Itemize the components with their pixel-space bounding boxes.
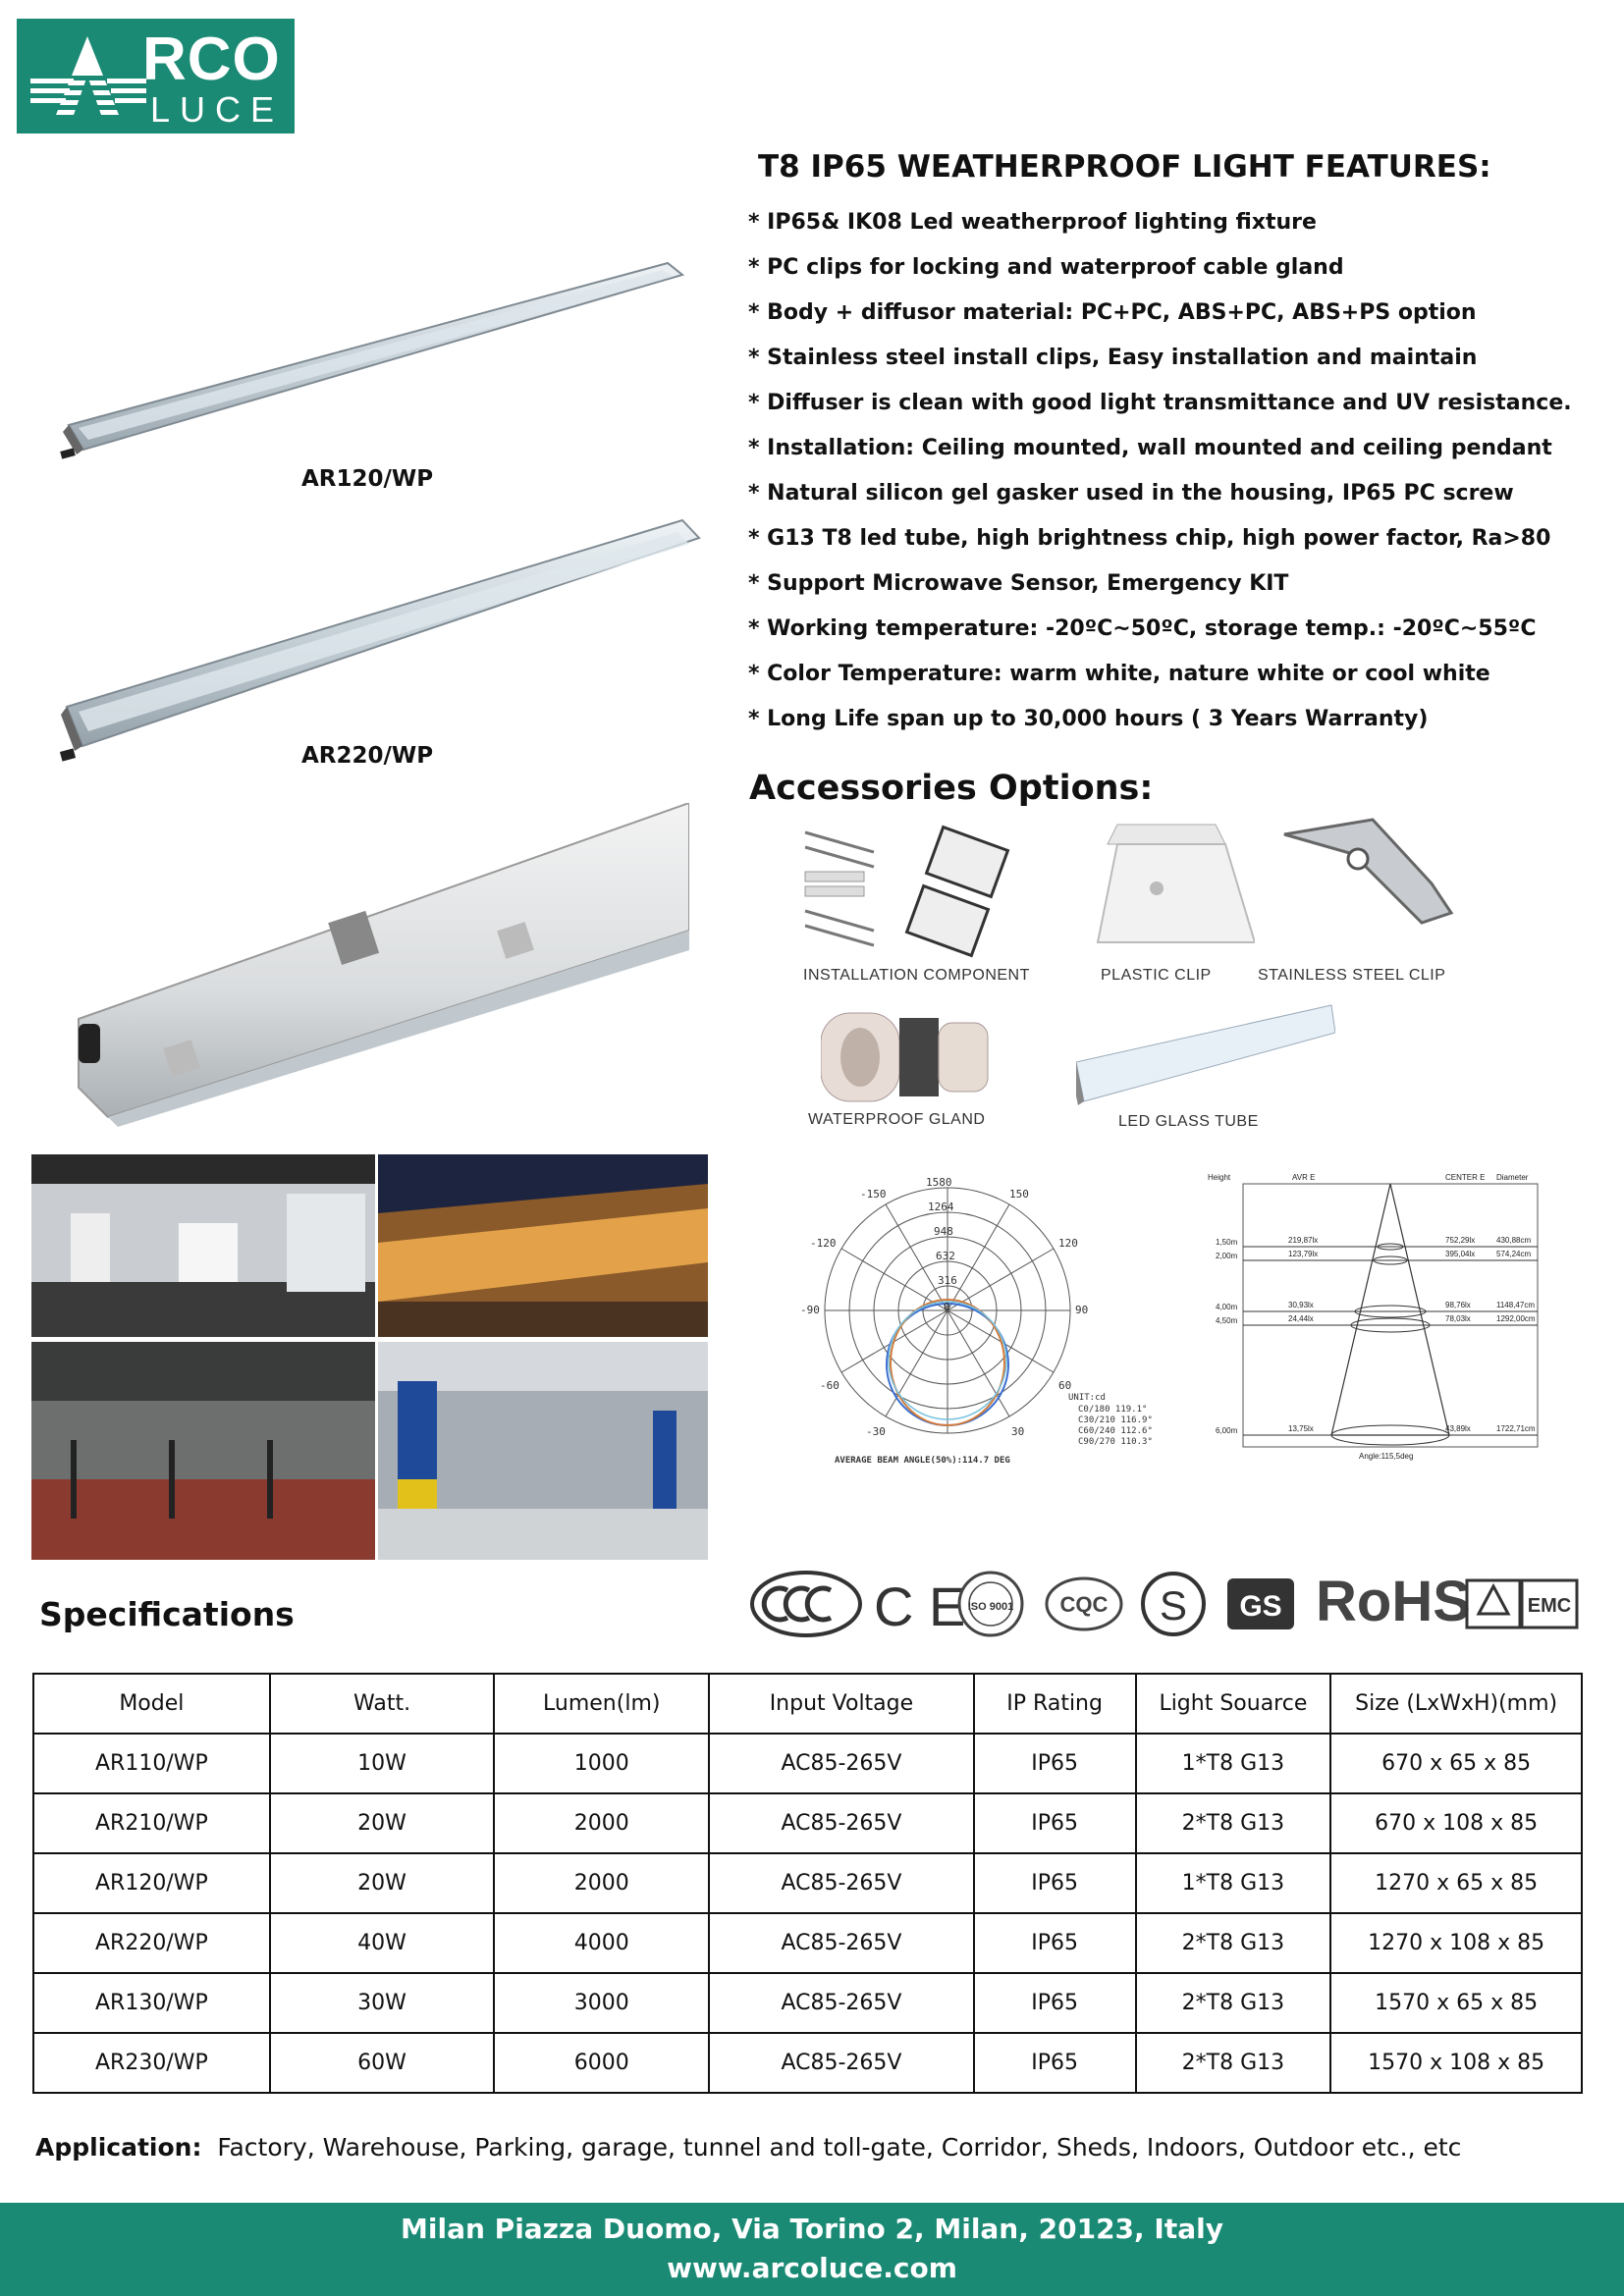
cone-diameter: 430,88cm — [1496, 1236, 1532, 1245]
table-cell: 60W — [270, 2033, 495, 2093]
product-image-ar220 — [59, 510, 707, 775]
cone-avr: 30,93lx — [1288, 1301, 1314, 1309]
svg-text:EMC: EMC — [1527, 1595, 1572, 1617]
feature-item: * Working temperature: -20ºC~50ºC, storage temp.: -20ºC~55ºC — [748, 616, 1537, 641]
product-image-ar120 — [59, 253, 687, 469]
table-cell: 10W — [270, 1734, 495, 1793]
product-closeup-image — [69, 803, 689, 1127]
angle-label: 150 — [1009, 1188, 1029, 1201]
gs-certification-icon — [1223, 1569, 1298, 1637]
angle-label: -90 — [800, 1304, 820, 1316]
angle-label: -150 — [860, 1188, 887, 1201]
table-cell: IP65 — [974, 1853, 1136, 1913]
application-text: Factory, Warehouse, Parking, garage, tunnel and toll-gate, Corridor, Sheds, Indoors, Outdoor etc., etc — [217, 2133, 1462, 2162]
product-caption-ar120: AR120/WP — [301, 466, 434, 492]
illuminance-cone-diagram — [1204, 1170, 1547, 1465]
table-cell: 670 x 65 x 85 — [1330, 1734, 1582, 1793]
waterproof-gland-label: WATERPROOF GLAND — [808, 1111, 986, 1128]
cqc-certification-icon — [1043, 1569, 1125, 1637]
plastic-clip-image — [1078, 815, 1255, 972]
installation-component-label: INSTALLATION COMPONENT — [803, 967, 1030, 984]
office-photo — [31, 1154, 375, 1337]
s-mark-certification-icon — [1139, 1569, 1208, 1637]
table-cell: 4000 — [494, 1913, 709, 1973]
cone-header: Diameter — [1496, 1173, 1529, 1182]
brand-logo — [17, 19, 295, 133]
feature-item: * Color Temperature: warm white, nature white or cool white — [748, 662, 1490, 686]
cone-diameter: 1292,00cm — [1496, 1314, 1536, 1323]
radial-label: 948 — [934, 1225, 953, 1238]
logo-text-rco: RCO — [142, 26, 281, 93]
feature-item: * Natural silicon gel gasker used in the housing, IP65 PC screw — [748, 481, 1514, 506]
parking-photo-1 — [31, 1342, 375, 1560]
table-row — [33, 1853, 1582, 1913]
table-cell: 2000 — [494, 1853, 709, 1913]
stainless-steel-clip-label: STAINLESS STEEL CLIP — [1258, 967, 1446, 984]
station-photo — [378, 1154, 708, 1337]
table-cell: 40W — [270, 1913, 495, 1973]
table-cell: 2*T8 G13 — [1136, 2033, 1331, 2093]
column-header: Lumen(lm) — [494, 1674, 709, 1734]
polar-legend-c0: C0/180 119.1° — [1078, 1405, 1148, 1415]
stainless-steel-clip-image — [1274, 815, 1461, 962]
angle-label: -120 — [810, 1237, 837, 1250]
table-cell: IP65 — [974, 2033, 1136, 2093]
feature-item: * Diffuser is clean with good light transmittance and UV resistance. — [748, 391, 1572, 415]
svg-text:GS: GS — [1239, 1590, 1282, 1623]
angle-label: 90 — [1075, 1304, 1089, 1316]
feature-item: * Stainless steel install clips, Easy installation and maintain — [748, 346, 1478, 370]
table-cell: 20W — [270, 1853, 495, 1913]
table-cell: 20W — [270, 1793, 495, 1853]
cone-footer: Angle:115,5deg — [1359, 1452, 1414, 1461]
cone-height: 2,00m — [1216, 1252, 1238, 1260]
parking-photo-2 — [378, 1342, 708, 1560]
angle-label: -60 — [820, 1379, 839, 1392]
feature-item: * Installation: Ceiling mounted, wall mounted and ceiling pendant — [748, 436, 1552, 460]
rohs-certification-icon: RoHS — [1316, 1570, 1471, 1633]
cone-avr: 24,44lx — [1288, 1314, 1314, 1323]
table-row — [33, 2033, 1582, 2093]
cone-header: AVR E — [1292, 1173, 1316, 1182]
polar-light-distribution-diagram — [795, 1168, 1168, 1472]
column-header: IP Rating — [974, 1674, 1136, 1734]
installation-component-image — [795, 823, 1031, 960]
table-cell: AR220/WP — [33, 1913, 270, 1973]
plastic-clip-label: PLASTIC CLIP — [1101, 967, 1212, 984]
table-cell: 2*T8 G13 — [1136, 1793, 1331, 1853]
table-cell: 6000 — [494, 2033, 709, 2093]
application-label: Application: — [35, 2133, 202, 2162]
cone-avr: 219,87lx — [1288, 1236, 1319, 1245]
table-cell: 1*T8 G13 — [1136, 1734, 1331, 1793]
cone-center: 752,29lx — [1445, 1236, 1476, 1245]
polar-legend-unit: UNIT:cd — [1068, 1393, 1106, 1403]
feature-item: * Support Microwave Sensor, Emergency KIT — [748, 571, 1289, 596]
feature-item: * Body + diffusor material: PC+PC, ABS+PC, ABS+PS option — [748, 300, 1477, 325]
table-cell: AC85-265V — [709, 1913, 974, 1973]
cone-center: 395,04lx — [1445, 1250, 1476, 1258]
features-title: T8 IP65 WEATHERPROOF LIGHT FEATURES: — [758, 149, 1491, 185]
table-cell: 1*T8 G13 — [1136, 1853, 1331, 1913]
cone-diameter: 574,24cm — [1496, 1250, 1532, 1258]
table-cell: IP65 — [974, 1734, 1136, 1793]
tuv-emc-certification-icon — [1465, 1569, 1579, 1637]
polar-legend-c60: C60/240 112.6° — [1078, 1426, 1153, 1436]
iso-9001-text: ISO 9001 — [967, 1601, 1014, 1613]
cone-avr: 13,75lx — [1288, 1424, 1314, 1433]
features-list — [748, 210, 1572, 752]
logo-text-luce: LUCE — [150, 89, 285, 130]
table-cell: AR230/WP — [33, 2033, 270, 2093]
ce-certification-icon: C E — [874, 1575, 966, 1637]
radial-label: 632 — [936, 1250, 955, 1262]
table-cell: 2000 — [494, 1793, 709, 1853]
feature-item: * IP65& IK08 Led weatherproof lighting fixture — [748, 210, 1317, 235]
column-header: Watt. — [270, 1674, 495, 1734]
cone-header: CENTER E — [1445, 1173, 1486, 1182]
svg-text:S: S — [1159, 1582, 1188, 1629]
cone-avr: 123,79lx — [1288, 1250, 1319, 1258]
table-row — [33, 1793, 1582, 1853]
table-cell: IP65 — [974, 1793, 1136, 1853]
table-header-row — [33, 1674, 1582, 1734]
column-header: Input Voltage — [709, 1674, 974, 1734]
accessories-title: Accessories Options: — [749, 769, 1154, 808]
ccc-certification-icon — [748, 1569, 864, 1637]
specifications-table — [32, 1673, 1583, 2094]
angle-label: -30 — [866, 1425, 886, 1438]
table-cell: AR210/WP — [33, 1793, 270, 1853]
polar-legend-c30: C30/210 116.9° — [1078, 1415, 1153, 1425]
angle-label: 60 — [1058, 1379, 1072, 1392]
cone-height: 6,00m — [1216, 1426, 1238, 1435]
angle-label: 0 — [944, 1301, 950, 1313]
cone-diameter: 1148,47cm — [1496, 1301, 1535, 1309]
table-cell: 2*T8 G13 — [1136, 1973, 1331, 2033]
table-cell: 1270 x 65 x 85 — [1330, 1853, 1582, 1913]
iso-9001-certification-icon — [956, 1569, 1025, 1637]
column-header: Light Souarce — [1136, 1674, 1331, 1734]
polar-footer: AVERAGE BEAM ANGLE(50%):114.7 DEG — [835, 1456, 1010, 1466]
cqc-text: CQC — [1059, 1592, 1109, 1617]
cone-diameter: 1722,71cm — [1496, 1424, 1536, 1433]
table-cell: AC85-265V — [709, 1734, 974, 1793]
column-header: Model — [33, 1674, 270, 1734]
footer-website-link[interactable]: www.arcoluce.com — [667, 2252, 957, 2284]
table-cell: IP65 — [974, 1913, 1136, 1973]
angle-label: 120 — [1058, 1237, 1078, 1250]
table-cell: 1000 — [494, 1734, 709, 1793]
cone-center: 43,89lx — [1445, 1424, 1471, 1433]
application-line — [35, 2133, 1461, 2162]
table-cell: 1570 x 65 x 85 — [1330, 1973, 1582, 2033]
cone-height: 4,50m — [1216, 1316, 1238, 1325]
table-cell: IP65 — [974, 1973, 1136, 2033]
table-cell: AC85-265V — [709, 2033, 974, 2093]
specifications-title: Specifications — [39, 1595, 295, 1633]
table-cell: AC85-265V — [709, 1853, 974, 1913]
table-row — [33, 1913, 1582, 1973]
table-cell: AC85-265V — [709, 1973, 974, 2033]
table-cell: AR110/WP — [33, 1734, 270, 1793]
polar-legend-c90: C90/270 110.3° — [1078, 1437, 1153, 1447]
radial-label: 1580 — [926, 1176, 952, 1189]
feature-item: * G13 T8 led tube, high brightness chip, high power factor, Ra>80 — [748, 526, 1551, 551]
waterproof-gland-image — [821, 1003, 998, 1121]
cone-height: 4,00m — [1216, 1303, 1238, 1311]
footer-bar — [0, 2203, 1624, 2296]
table-cell: AR130/WP — [33, 1973, 270, 2033]
table-cell: 670 x 108 x 85 — [1330, 1793, 1582, 1853]
table-cell: AC85-265V — [709, 1793, 974, 1853]
led-glass-tube-label: LED GLASS TUBE — [1118, 1113, 1259, 1130]
cone-header: Height — [1208, 1173, 1231, 1182]
product-caption-ar220: AR220/WP — [301, 743, 434, 769]
table-cell: 3000 — [494, 1973, 709, 2033]
table-row — [33, 1973, 1582, 2033]
table-cell: 1570 x 108 x 85 — [1330, 2033, 1582, 2093]
radial-label: 1264 — [928, 1201, 954, 1213]
footer-address: Milan Piazza Duomo, Via Torino 2, Milan, 20123, Italy — [401, 2213, 1223, 2245]
table-cell: 1270 x 108 x 85 — [1330, 1913, 1582, 1973]
led-glass-tube-image — [1076, 1003, 1335, 1111]
table-cell: AR120/WP — [33, 1853, 270, 1913]
table-cell: 30W — [270, 1973, 495, 2033]
cone-center: 78,03lx — [1445, 1314, 1471, 1323]
feature-item: * PC clips for locking and waterproof cable gland — [748, 255, 1344, 280]
cone-center: 98,76lx — [1445, 1301, 1471, 1309]
feature-item: * Long Life span up to 30,000 hours ( 3 Years Warranty) — [748, 707, 1429, 731]
radial-label: 316 — [938, 1274, 957, 1287]
column-header: Size (LxWxH)(mm) — [1330, 1674, 1582, 1734]
table-row — [33, 1734, 1582, 1793]
table-cell: 2*T8 G13 — [1136, 1913, 1331, 1973]
angle-label: 30 — [1011, 1425, 1025, 1438]
cone-height: 1,50m — [1216, 1238, 1238, 1247]
